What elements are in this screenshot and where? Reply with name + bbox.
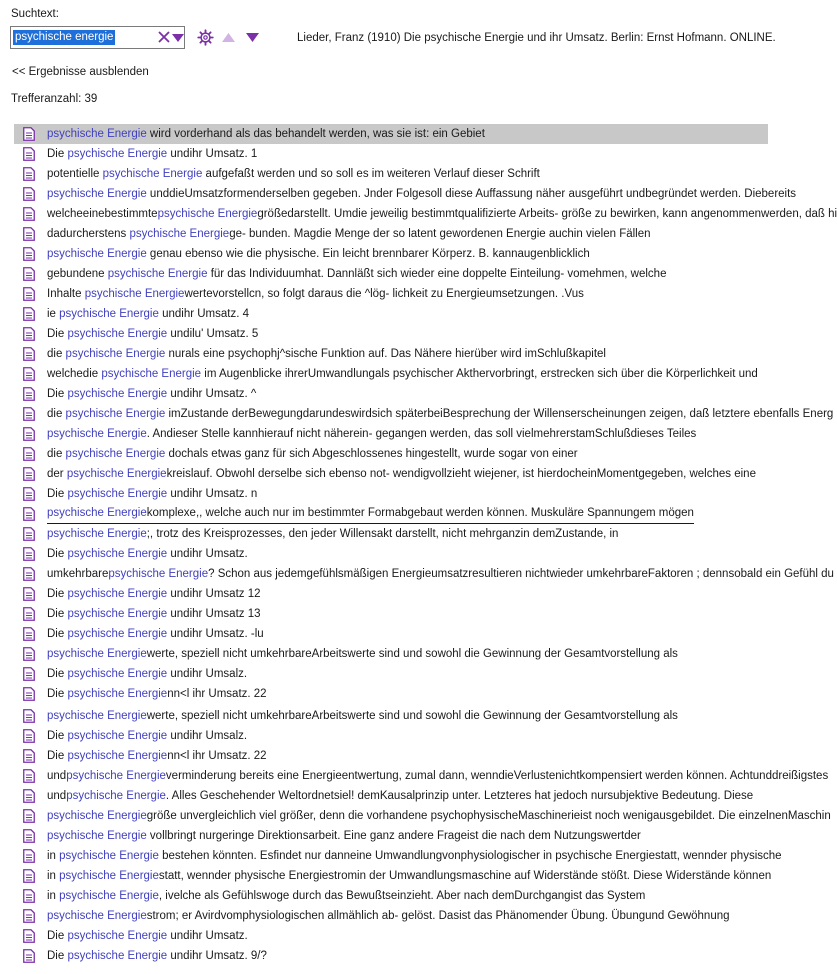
result-snippet bbox=[47, 664, 247, 684]
document-icon bbox=[23, 427, 35, 441]
snippet-prefix: Die bbox=[47, 488, 68, 500]
document-icon bbox=[23, 709, 35, 723]
result-row[interactable] bbox=[14, 204, 837, 224]
document-icon bbox=[23, 729, 35, 743]
document-icon bbox=[23, 127, 35, 141]
document-icon bbox=[23, 647, 35, 661]
snippet-prefix: welcheeinebestimmte bbox=[47, 208, 158, 220]
snippet-prefix: Die bbox=[47, 608, 68, 620]
snippet-prefix: dadurcherstens bbox=[47, 228, 130, 240]
result-row[interactable] bbox=[14, 384, 768, 404]
document-citation: Lieder, Franz (1910) Die psychische Energie und ihr Umsatz. Berlin: Ernst Hofmann. ONLINE. bbox=[297, 32, 776, 44]
result-row[interactable] bbox=[14, 604, 768, 624]
snippet-keyword: psychische Energie bbox=[102, 168, 203, 180]
snippet-keyword: psychische Energie bbox=[65, 408, 166, 420]
snippet-suffix: undihr Umsatz. n bbox=[167, 488, 258, 500]
snippet-prefix: Die bbox=[47, 388, 68, 400]
document-icon bbox=[23, 187, 35, 201]
snippet-keyword: psychische Energie bbox=[67, 688, 168, 700]
result-snippet bbox=[47, 766, 828, 786]
result-snippet bbox=[47, 544, 248, 564]
result-row[interactable] bbox=[14, 224, 768, 244]
result-snippet bbox=[47, 384, 256, 404]
snippet-keyword: psychische Energie bbox=[108, 568, 209, 580]
snippet-suffix: aufgefaßt werden und so soll es im weiteren Verlauf dieser Schrift bbox=[202, 168, 540, 180]
snippet-prefix: in bbox=[47, 870, 60, 882]
result-row[interactable] bbox=[14, 504, 768, 524]
snippet-suffix: kreislauf. Obwohl derselbe sich ebenso not- wendigvollzieht wiejener, ist hierdocheinMomentgegeben, welches eine bbox=[166, 468, 756, 480]
snippet-keyword: psychische Energie bbox=[66, 468, 167, 480]
snippet-suffix: statt, wennder physische Energiestromin der Umwandlungsmaschine auf Widerstände stößt. Diese Widerstände können bbox=[158, 870, 772, 882]
snippet-suffix: undihr Umsatz. ^ bbox=[167, 388, 257, 400]
hide-results-link[interactable]: << Ergebnisse ausblenden bbox=[12, 66, 149, 78]
snippet-keyword: psychische Energie bbox=[47, 428, 147, 440]
snippet-prefix: welchedie bbox=[47, 368, 102, 380]
snippet-prefix: Die bbox=[47, 750, 68, 762]
result-snippet bbox=[47, 906, 730, 926]
snippet-suffix: nurals eine psychophj^sische Funktion auf. Das Nähere hierüber wird imSchlußkapitel bbox=[165, 348, 606, 360]
document-icon bbox=[23, 367, 35, 381]
snippet-keyword: psychische Energie bbox=[67, 950, 168, 962]
result-snippet bbox=[47, 846, 782, 866]
snippet-suffix: , ivelche als Gefühlswoge durch das Bewußtseinzieht. Aber nach demDurchgangist das System bbox=[158, 890, 646, 902]
snippet-suffix: undilu' Umsatz. 5 bbox=[167, 328, 259, 340]
snippet-keyword: psychische Energie bbox=[67, 668, 168, 680]
result-snippet bbox=[47, 484, 257, 504]
snippet-keyword: psychische Energie bbox=[67, 548, 168, 560]
snippet-prefix: die bbox=[47, 408, 66, 420]
snippet-keyword: psychische Energie bbox=[66, 790, 166, 802]
snippet-keyword: psychische Energie bbox=[67, 608, 168, 620]
snippet-suffix: . Andieser Stelle kannhierauf nicht näherein- gegangen werden, das soll vielmehrerstamSchlußdieses Teiles bbox=[146, 428, 697, 440]
result-snippet bbox=[47, 706, 678, 726]
snippet-prefix: potentielle bbox=[47, 168, 103, 180]
result-row[interactable] bbox=[14, 284, 768, 304]
result-row[interactable] bbox=[14, 124, 768, 144]
result-snippet bbox=[47, 204, 837, 224]
result-snippet bbox=[47, 584, 261, 604]
snippet-prefix: Die bbox=[47, 628, 68, 640]
snippet-keyword: psychische Energie bbox=[65, 348, 166, 360]
snippet-prefix: Die bbox=[47, 688, 68, 700]
document-icon bbox=[23, 667, 35, 681]
document-icon bbox=[23, 869, 35, 883]
result-row[interactable] bbox=[14, 906, 768, 926]
snippet-keyword: psychische Energie bbox=[67, 328, 168, 340]
snippet-keyword: psychische Energie bbox=[67, 588, 168, 600]
snippet-prefix: die bbox=[47, 448, 66, 460]
document-icon bbox=[23, 909, 35, 923]
result-row[interactable] bbox=[14, 444, 768, 464]
result-row[interactable] bbox=[14, 164, 768, 184]
result-snippet bbox=[47, 806, 831, 826]
result-snippet bbox=[47, 284, 584, 304]
result-snippet bbox=[47, 464, 756, 484]
result-snippet bbox=[47, 644, 678, 664]
document-icon bbox=[23, 627, 35, 641]
snippet-suffix: undihr Umsalz. bbox=[167, 668, 248, 680]
snippet-suffix: größedarstellt. Umdie jeweilig bestimmtqualifizierte Arbeits- größe zu bewirken, kann angenommenwerden, daß hi bbox=[257, 208, 837, 220]
snippet-keyword: psychische Energie bbox=[157, 208, 258, 220]
document-icon bbox=[23, 347, 35, 361]
snippet-suffix: genau ebenso wie die physische. Ein leicht brennbarer Körperz. B. kannaugenblicklich bbox=[146, 248, 590, 260]
document-icon bbox=[23, 809, 35, 823]
snippet-prefix: Die bbox=[47, 588, 68, 600]
snippet-prefix: der bbox=[47, 468, 67, 480]
snippet-prefix: gebundene bbox=[47, 268, 108, 280]
snippet-suffix: undihr Umsatz. 1 bbox=[167, 148, 258, 160]
snippet-suffix: wertevorstellcn, so folgt daraus die ^lög- lichkeit zu Energieumsetzungen. .Vus bbox=[184, 288, 584, 300]
snippet-prefix: Die bbox=[47, 148, 68, 160]
snippet-suffix: undihr Umsatz. -lu bbox=[167, 628, 264, 640]
result-row[interactable] bbox=[14, 404, 834, 424]
result-row[interactable] bbox=[14, 826, 768, 846]
result-snippet bbox=[47, 926, 248, 946]
document-icon bbox=[23, 147, 35, 161]
snippet-keyword: psychische Energie bbox=[47, 830, 147, 842]
result-row[interactable] bbox=[14, 706, 768, 726]
result-snippet bbox=[47, 524, 618, 544]
document-icon bbox=[23, 507, 35, 521]
snippet-suffix: strom; er Avirdvomphysiologischen allmählich ab- gelöst. Dasist das Phänomender Übung. Übungund Gewöhnung bbox=[146, 910, 730, 922]
result-snippet bbox=[47, 726, 247, 746]
result-snippet bbox=[47, 404, 833, 424]
snippet-suffix: undihr Umsatz. 9/? bbox=[167, 950, 267, 962]
result-snippet bbox=[47, 746, 267, 766]
result-row[interactable] bbox=[14, 484, 768, 504]
result-row[interactable] bbox=[14, 464, 768, 484]
result-snippet bbox=[47, 224, 651, 244]
snippet-keyword: psychische Energie bbox=[47, 910, 147, 922]
snippet-suffix: dochals etwas ganz für sich Abgeschlossenes hingestellt, wurde sogar von einer bbox=[165, 448, 578, 460]
document-icon bbox=[23, 307, 35, 321]
snippet-keyword: psychische Energie bbox=[101, 368, 202, 380]
document-icon bbox=[23, 749, 35, 763]
snippet-suffix: undihr Umsatz 13 bbox=[167, 608, 261, 620]
result-snippet bbox=[47, 886, 645, 906]
snippet-keyword: psychische Energie bbox=[59, 870, 159, 882]
close-icon[interactable] bbox=[157, 30, 171, 44]
document-icon bbox=[23, 167, 35, 181]
result-snippet bbox=[47, 564, 834, 584]
result-row[interactable] bbox=[14, 544, 768, 564]
snippet-prefix: in bbox=[47, 850, 60, 862]
search-input[interactable]: psychische energie bbox=[15, 31, 114, 43]
snippet-keyword: psychische Energie bbox=[47, 710, 147, 722]
snippet-suffix: undihr Umsalz. bbox=[167, 730, 248, 742]
document-icon bbox=[23, 789, 35, 803]
result-row[interactable] bbox=[14, 926, 768, 946]
chevron-down-icon[interactable] bbox=[172, 33, 184, 43]
result-row[interactable] bbox=[14, 184, 797, 204]
result-snippet bbox=[47, 124, 485, 144]
snippet-suffix: unddieUmsatzformenderselben gegeben. Jnder Folgesoll diese Auffassung näher ausgeführt undbegründet werden. Diebereits bbox=[146, 188, 797, 200]
result-snippet bbox=[47, 344, 606, 364]
snippet-keyword: psychische Energie bbox=[67, 930, 168, 942]
snippet-suffix: undihr Umsatz 12 bbox=[167, 588, 261, 600]
result-snippet bbox=[47, 826, 641, 846]
snippet-keyword: psychische Energie bbox=[67, 488, 168, 500]
search-combobox[interactable] bbox=[10, 26, 185, 49]
result-snippet bbox=[47, 604, 261, 624]
snippet-suffix: werte, speziell nicht umkehrbareArbeitswerte sind und sowohl die Gewinnung der Gesamtvorstellung als bbox=[146, 648, 678, 660]
snippet-keyword: psychische Energie bbox=[67, 628, 168, 640]
result-row[interactable] bbox=[14, 424, 768, 444]
document-icon bbox=[23, 247, 35, 261]
snippet-suffix: größe unvergleichlich viel größer, denn die vorhandene psychophysischeMaschinerieist noch wenigausgebildet. Die einzelnenMaschin bbox=[146, 810, 831, 822]
result-snippet bbox=[47, 946, 267, 966]
snippet-prefix: Die bbox=[47, 548, 68, 560]
document-icon bbox=[23, 267, 35, 281]
gear-icon[interactable] bbox=[197, 29, 214, 46]
document-icon bbox=[23, 607, 35, 621]
document-icon bbox=[23, 327, 35, 341]
result-row[interactable] bbox=[14, 304, 768, 324]
result-snippet bbox=[47, 424, 696, 444]
snippet-prefix: Die bbox=[47, 668, 68, 680]
result-snippet bbox=[47, 684, 267, 704]
document-icon bbox=[23, 687, 35, 701]
result-row[interactable] bbox=[14, 726, 768, 746]
result-row[interactable] bbox=[14, 524, 768, 544]
document-icon bbox=[23, 849, 35, 863]
snippet-prefix: Die bbox=[47, 730, 68, 742]
result-snippet bbox=[47, 624, 264, 644]
snippet-keyword: psychische Energie bbox=[67, 148, 168, 160]
snippet-suffix: bestehen könnten. Esfindet nur danneine Umwandlungvonphysiologischer in psychische Energiestatt, wennder physische bbox=[158, 850, 782, 862]
snippet-keyword: psychische Energie bbox=[59, 890, 159, 902]
result-snippet bbox=[47, 244, 590, 264]
snippet-keyword: psychische Energie bbox=[59, 850, 159, 862]
result-row[interactable] bbox=[14, 324, 768, 344]
result-row[interactable] bbox=[14, 344, 768, 364]
result-row[interactable] bbox=[14, 746, 768, 766]
result-row[interactable] bbox=[14, 786, 768, 806]
result-row[interactable] bbox=[14, 364, 768, 384]
result-row[interactable] bbox=[14, 664, 768, 684]
snippet-prefix: Die bbox=[47, 930, 68, 942]
snippet-keyword: psychische Energie bbox=[67, 730, 168, 742]
result-row[interactable] bbox=[14, 684, 768, 704]
result-snippet bbox=[47, 144, 257, 164]
result-snippet bbox=[47, 444, 578, 464]
document-icon bbox=[23, 447, 35, 461]
snippet-suffix: ge- bunden. Magdie Menge der so latent gewordenen Energie auchin vielen Fällen bbox=[229, 228, 651, 240]
snippet-keyword: psychische Energie bbox=[66, 770, 166, 782]
snippet-keyword: psychische Energie bbox=[65, 448, 166, 460]
search-label: Suchtext: bbox=[11, 8, 59, 20]
snippet-suffix: imZustande derBewegungdarundeswirdsich späterbeiBesprechung der Willenserscheinungen zeigen, daß letztere ebenfalls Energ bbox=[165, 408, 834, 420]
snippet-suffix: vollbringt nurgeringe Direktionsarbeit. Eine ganz andere Frageist die nach dem Nutzungswertder bbox=[146, 830, 641, 842]
snippet-prefix: die bbox=[47, 348, 66, 360]
snippet-suffix: . Alles Geschehender Weltordnetsiel! demKausalprinzip unter. Letzteres hat jedoch nursubjektive Bedeutung. Diese bbox=[165, 790, 754, 802]
document-icon bbox=[23, 929, 35, 943]
snippet-suffix: nn<l ihr Umsatz. 22 bbox=[167, 688, 267, 700]
document-icon bbox=[23, 207, 35, 221]
result-row[interactable] bbox=[14, 866, 772, 886]
snippet-keyword: psychische Energie bbox=[67, 750, 168, 762]
snippet-suffix: ? Schon aus jedemgefühlsmäßigen Energieumsatzresultieren nichtwieder umkehrbareFaktoren ; dennsobald ein Gefühl du bbox=[208, 568, 834, 580]
result-list bbox=[14, 124, 837, 966]
result-row[interactable] bbox=[14, 946, 768, 966]
result-row[interactable] bbox=[14, 886, 768, 906]
snippet-prefix: in bbox=[47, 890, 60, 902]
result-row[interactable] bbox=[14, 564, 834, 584]
snippet-suffix: undihr Umsatz. 4 bbox=[158, 308, 250, 320]
document-icon bbox=[23, 287, 35, 301]
snippet-keyword: psychische Energie bbox=[129, 228, 230, 240]
snippet-prefix: und bbox=[47, 770, 67, 782]
result-snippet bbox=[47, 786, 753, 806]
result-snippet bbox=[47, 866, 771, 886]
result-row[interactable] bbox=[14, 846, 782, 866]
snippet-suffix: undihr Umsatz. bbox=[167, 930, 248, 942]
snippet-keyword: psychische Energie bbox=[84, 288, 185, 300]
snippet-suffix: undihr Umsatz. bbox=[167, 548, 248, 560]
snippet-prefix: und bbox=[47, 790, 67, 802]
document-icon bbox=[23, 407, 35, 421]
snippet-suffix: nn<l ihr Umsatz. 22 bbox=[167, 750, 267, 762]
document-icon bbox=[23, 769, 35, 783]
snippet-prefix: umkehrbare bbox=[47, 568, 109, 580]
snippet-keyword: psychische Energie bbox=[47, 810, 147, 822]
triangle-up-icon[interactable] bbox=[222, 33, 235, 42]
snippet-keyword: psychische Energie bbox=[47, 507, 147, 519]
result-snippet bbox=[47, 504, 694, 524]
snippet-suffix: werte, speziell nicht umkehrbareArbeitswerte sind und sowohl die Gewinnung der Gesamtvorstellung als bbox=[146, 710, 678, 722]
triangle-down-icon[interactable] bbox=[246, 33, 259, 42]
snippet-keyword: psychische Energie bbox=[107, 268, 208, 280]
snippet-prefix: Inhalte bbox=[47, 288, 85, 300]
document-icon bbox=[23, 227, 35, 241]
snippet-prefix: Die bbox=[47, 328, 68, 340]
document-icon bbox=[23, 547, 35, 561]
snippet-keyword: psychische Energie bbox=[47, 188, 147, 200]
snippet-suffix: verminderung bereits eine Energieentwertung, zumal dann, wenndieVerlustenichtkompensiert werden können. Achtunddreißigstes bbox=[165, 770, 829, 782]
document-icon bbox=[23, 387, 35, 401]
result-row[interactable] bbox=[14, 244, 768, 264]
result-row[interactable] bbox=[14, 766, 829, 786]
document-icon bbox=[23, 567, 35, 581]
snippet-suffix: im Augenblicke ihrerUmwandlungals psychischer Akthervorbringt, erstrecken sich über die Körperlichkeit und bbox=[201, 368, 758, 380]
snippet-suffix: wird vorderhand als das behandelt werden, was sie ist: ein Gebiet bbox=[146, 128, 485, 140]
result-row[interactable] bbox=[14, 624, 768, 644]
snippet-prefix: ie bbox=[47, 308, 60, 320]
document-icon bbox=[23, 829, 35, 843]
document-icon bbox=[23, 587, 35, 601]
result-row[interactable] bbox=[14, 644, 768, 664]
snippet-suffix: für das Individuumhat. Dannläßt sich wieder eine doppelte Einteilung- vomehmen, welche bbox=[207, 268, 667, 280]
result-row[interactable] bbox=[14, 144, 768, 164]
snippet-keyword: psychische Energie bbox=[59, 308, 159, 320]
snippet-keyword: psychische Energie bbox=[47, 528, 147, 540]
snippet-suffix: komplexe,, welche auch nur im bestimmter Formabgebaut werden können. Muskuläre Spannungem mögen bbox=[146, 507, 694, 519]
result-snippet bbox=[47, 324, 258, 344]
snippet-prefix: Die bbox=[47, 950, 68, 962]
result-snippet bbox=[47, 184, 796, 204]
result-row[interactable] bbox=[14, 806, 831, 826]
result-row[interactable] bbox=[14, 584, 768, 604]
snippet-keyword: psychische Energie bbox=[47, 248, 147, 260]
document-icon bbox=[23, 949, 35, 963]
result-snippet bbox=[47, 304, 249, 324]
result-snippet bbox=[47, 264, 666, 284]
result-row[interactable] bbox=[14, 264, 768, 284]
snippet-keyword: psychische Energie bbox=[47, 128, 147, 140]
snippet-keyword: psychische Energie bbox=[67, 388, 168, 400]
document-icon bbox=[23, 487, 35, 501]
snippet-suffix: ;, trotz des Kreisprozesses, den jeder Willensakt darstellt, nicht mehrganzin demZustande, in bbox=[146, 528, 619, 540]
document-icon bbox=[23, 889, 35, 903]
snippet-keyword: psychische Energie bbox=[47, 648, 147, 660]
result-snippet bbox=[47, 164, 540, 184]
document-icon bbox=[23, 527, 35, 541]
hit-count: Trefferanzahl: 39 bbox=[11, 93, 98, 105]
document-icon bbox=[23, 467, 35, 481]
result-snippet bbox=[47, 364, 758, 384]
